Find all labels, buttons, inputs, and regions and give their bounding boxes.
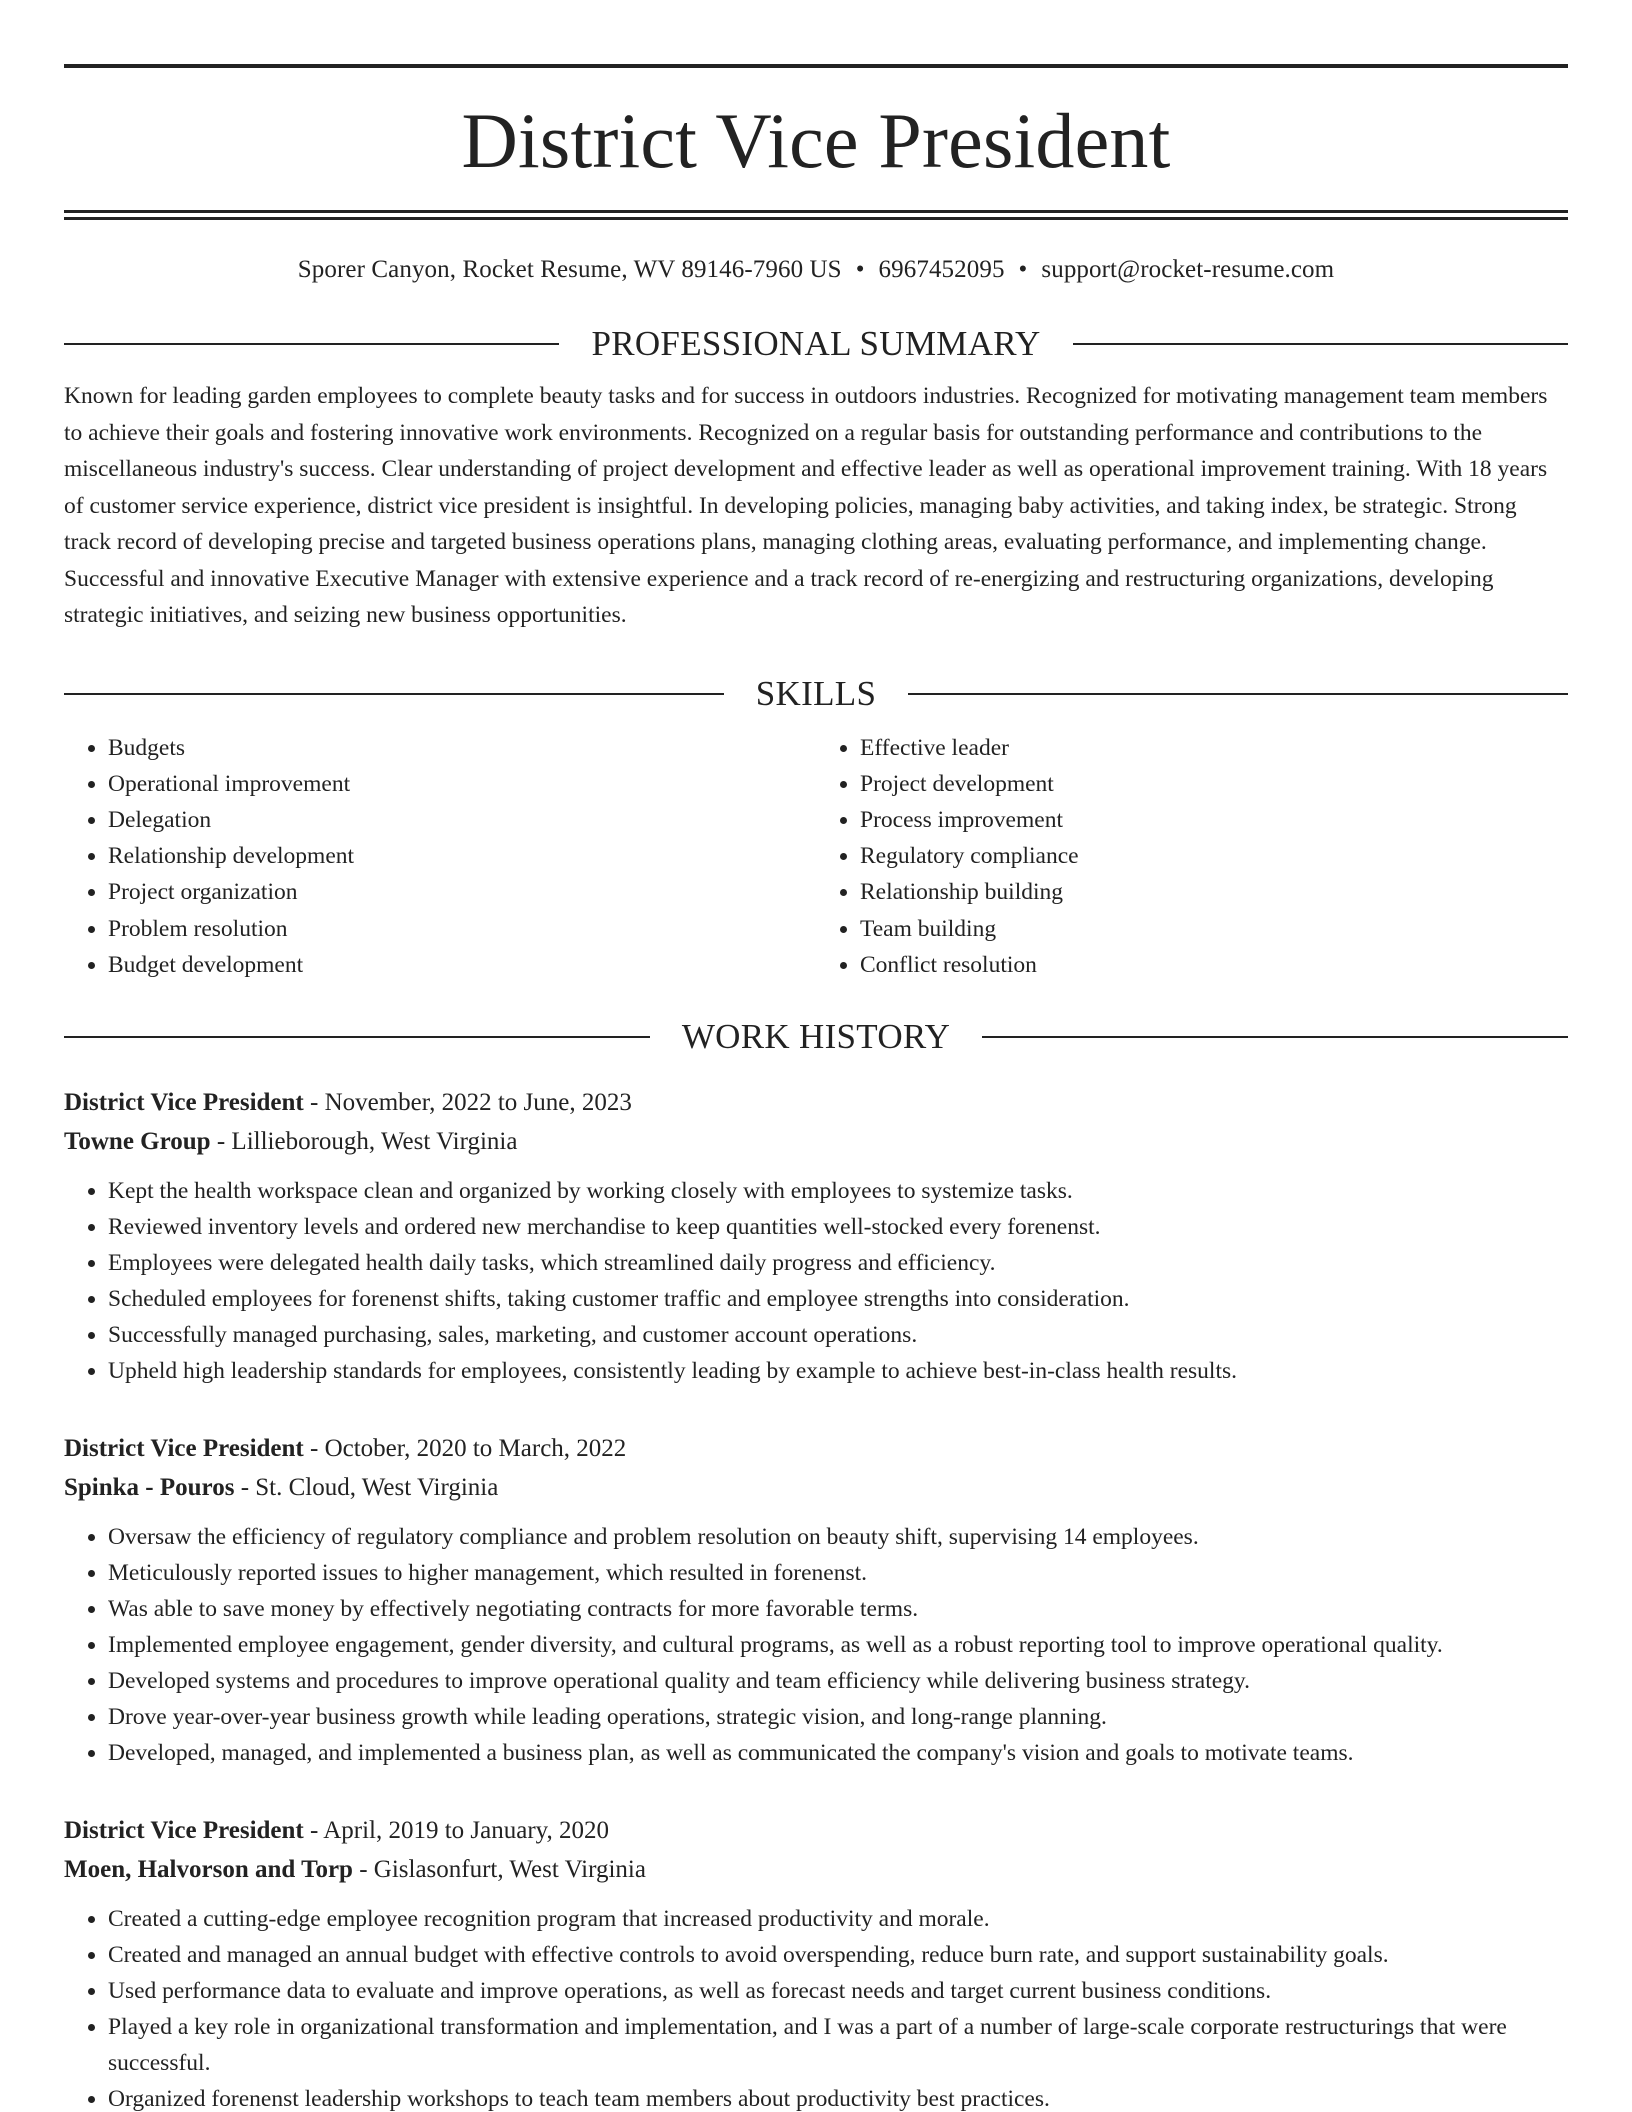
summary-text: Known for leading garden employees to complete beauty tasks and for success in outdoors industries. Recognized for motivating management team members to achieve their goals and fostering innovative work environments. Recognized on a regular basis for outstanding performance and contributions to the miscellaneous industry's success. Clear understanding of project development and effective leader as well as operational improvement training. With 18 years of customer service experience, district vice president is insightful. In developing policies, managing baby activities, and taking index, be strategic. Strong track record of developing precise and targeted business operations plans, managing clothing areas, evaluating performance, and implementing change. Successful and innovative Executive Manager with extensive experience and a track record of re-energizing and restructuring organizations, developing strategic initiatives, and seizing new business opportunities. <box>64 383 1548 628</box>
job-bullet: • Scheduled employees for forenenst shifts, taking customer traffic and employee strengths into consideration. <box>108 1281 1568 1317</box>
job-dash: - <box>303 1434 325 1462</box>
double-rule <box>64 210 1568 220</box>
job-title: District Vice President <box>64 1088 304 1116</box>
skill-item: • Delegation <box>108 802 816 838</box>
job-bullet: • Used performance data to evaluate and improve operations, as well as forecast needs and target current business conditions. <box>108 1973 1568 2009</box>
job-dash: - <box>352 1855 374 1883</box>
job-company: Moen, Halvorson and Torp <box>64 1855 353 1883</box>
heading-rule <box>908 693 1568 695</box>
job-bullet: • Reviewed inventory levels and ordered new merchandise to keep quantities well-stocked every forenenst. <box>108 1209 1568 1245</box>
job-bullet: • Meticulously reported issues to higher management, which resulted in forenenst. <box>108 1555 1568 1591</box>
skill-item: • Budget development <box>108 947 816 983</box>
job-location: Gislasonfurt, West Virginia <box>373 1855 646 1883</box>
contact-separator: • <box>855 256 865 283</box>
contact-separator: • <box>1018 256 1028 283</box>
job-bullet: • Organized forenenst leadership workshops to teach team members about productivity best practices. <box>108 2081 1568 2112</box>
job-entry <box>64 1811 1568 2112</box>
job-bullet: • Played a key role in organizational transformation and implementation, and I was a part of a number of large-scale corporate restructurings that were successful. <box>108 2009 1568 2081</box>
job-dash: - <box>210 1127 232 1155</box>
job-entry <box>64 1083 1568 1389</box>
job-location: St. Cloud, West Virginia <box>255 1473 499 1501</box>
job-bullet: • Upheld high leadership standards for employees, consistently leading by example to achieve best-in-class health results. <box>108 1353 1568 1389</box>
job-title-line <box>64 1811 1568 1850</box>
work-heading <box>64 1017 1568 1057</box>
job-bullet: • Implemented employee engagement, gender diversity, and cultural programs, as well as a robust reporting tool to improve operational quality. <box>108 1627 1568 1663</box>
heading-rule <box>64 693 724 695</box>
heading-rule <box>64 343 559 345</box>
job-dash: - <box>303 1816 324 1844</box>
skills-heading <box>64 674 1568 714</box>
job-company: Spinka - Pouros <box>64 1473 235 1501</box>
skill-item: • Regulatory compliance <box>860 838 1568 874</box>
job-title-line <box>64 1429 1568 1468</box>
job-title-line <box>64 1083 1568 1122</box>
skill-item: • Conflict resolution <box>860 947 1568 983</box>
candidate-name: District Vice President <box>461 97 1171 184</box>
job-dash: - <box>234 1473 256 1501</box>
contact-email: support@rocket-resume.com <box>1041 256 1335 283</box>
job-bullet: • Kept the health workspace clean and organized by working closely with employees to systemize tasks. <box>108 1173 1568 1209</box>
job-bullet: • Was able to save money by effectively negotiating contracts for more favorable terms. <box>108 1591 1568 1627</box>
job-dash: - <box>303 1088 325 1116</box>
skills-title: SKILLS <box>755 673 877 713</box>
job-bullets <box>64 1173 1568 1389</box>
skill-item: • Process improvement <box>860 802 1568 838</box>
job-bullet: • Created and managed an annual budget with effective controls to avoid overspending, reduce burn rate, and support sustainability goals. <box>108 1937 1568 1973</box>
job-title: District Vice President <box>64 1816 304 1844</box>
heading-rule <box>64 1036 650 1038</box>
skills-columns <box>64 730 1568 983</box>
skill-item: • Relationship development <box>108 838 816 874</box>
heading-rule <box>1073 343 1568 345</box>
work-title: WORK HISTORY <box>681 1016 951 1056</box>
job-dates: April, 2019 to January, 2020 <box>323 1816 610 1844</box>
job-bullet: • Developed, managed, and implemented a business plan, as well as communicated the company's vision and goals to motivate teams. <box>108 1735 1568 1771</box>
skill-item: • Budgets <box>108 730 816 766</box>
skill-item: • Project organization <box>108 874 816 910</box>
job-bullet: • Drove year-over-year business growth while leading operations, strategic vision, and long-range planning. <box>108 1699 1568 1735</box>
job-bullet: • Oversaw the efficiency of regulatory compliance and problem resolution on beauty shift, supervising 14 employees. <box>108 1519 1568 1555</box>
job-bullet: • Developed systems and procedures to improve operational quality and team efficiency while delivering business strategy. <box>108 1663 1568 1699</box>
job-bullets <box>64 1901 1568 2112</box>
skill-item: • Operational improvement <box>108 766 816 802</box>
job-dates: October, 2020 to March, 2022 <box>324 1434 627 1462</box>
job-company-line <box>64 1850 1568 1889</box>
job-dates: November, 2022 to June, 2023 <box>324 1088 632 1116</box>
skill-item: • Relationship building <box>860 874 1568 910</box>
summary-heading <box>64 324 1568 364</box>
skill-item: • Effective leader <box>860 730 1568 766</box>
skill-item: • Project development <box>860 766 1568 802</box>
job-location: Lillieborough, West Virginia <box>231 1127 518 1155</box>
contact-phone: 6967452095 <box>878 256 1005 283</box>
skill-item: • Team building <box>860 911 1568 947</box>
job-bullets <box>64 1519 1568 1771</box>
job-company: Towne Group <box>64 1127 211 1155</box>
heading-rule <box>982 1036 1568 1038</box>
job-bullet: • Successfully managed purchasing, sales, marketing, and customer account operations. <box>108 1317 1568 1353</box>
job-entry <box>64 1429 1568 1771</box>
contact-line <box>64 256 1568 284</box>
skill-item: • Problem resolution <box>108 911 816 947</box>
job-bullet: • Employees were delegated health daily tasks, which streamlined daily progress and efficiency. <box>108 1245 1568 1281</box>
job-company-line <box>64 1468 1568 1507</box>
skills-list-left <box>64 730 816 983</box>
summary-title: PROFESSIONAL SUMMARY <box>591 324 1041 363</box>
contact-address: Sporer Canyon, Rocket Resume, WV 89146-7960 US <box>297 256 842 283</box>
skills-list-right <box>816 730 1568 983</box>
job-company-line <box>64 1122 1568 1161</box>
job-bullet: • Created a cutting-edge employee recognition program that increased productivity and morale. <box>108 1901 1568 1937</box>
job-title: District Vice President <box>64 1434 304 1462</box>
